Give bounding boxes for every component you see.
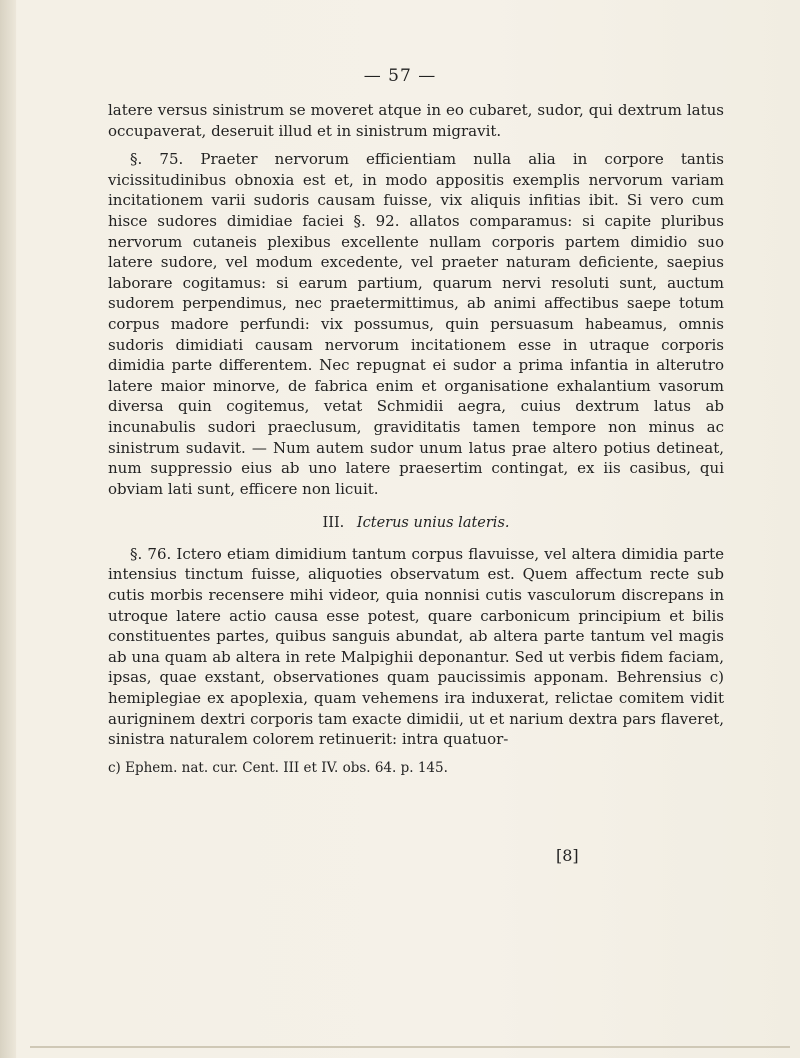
paragraph-continuation: latere versus sinistrum se moveret atque in eo cubaret, sudor, qui dextrum latus occupaverat, deseruit illud et in sinistrum migravit. — [108, 101, 724, 140]
page-spine-shadow — [0, 0, 16, 1058]
paragraph-section-76: §. 76. Ictero etiam dimidium tantum corpus flavuisse, vel altera dimidia parte intensius tinctum fuisse, aliquoties observatum est. Quem affectum recte sub cutis morbis recensere mihi videor, quia nonnisi cutis vasculorum discrepans in utroque latere actio causa esse potest, quare carbonicum principium et bilis constituentes partes, quibus sanguis abundat, ab altera parte tantum vel magis ab una quam ab altera in rete Malpighii deponantur. Sed ut verbis fidem faciam, ipsas, quae exstant, observationes quam paucissimis apponam. Behrensius c) hemiplegiae ex apoplexia, quam vehemens ira induxerat, relictae comitem vidit aurigninem dextri corporis tam exacte dimidii, ut et narium dextra pars flaveret, sinistra naturalem colorem retinuerit: intra quatuor- — [108, 544, 724, 749]
page-number: — 57 — — [363, 66, 437, 86]
paragraph-section-75: §. 75. Praeter nervorum efficientiam nulla alia in corpore tantis vicissitudinibus obnoxia est et, in modo appositis exemplis nervorum variam incitationem varii sudoris causam fuisse, vix aliquis infitias ibit. Si vero cum hisce sudores dimidiae faciei §. 92. allatos comparamus: si capite pluribus nervorum cutaneis plexibus excellente nullam corporis partem dimidio suo latere sudore, vel modum excedente, vel praeter naturam deficiente, saepius laborare cogitamus: si earum partium, quarum nervi resoluti sunt, auctum sudorem perpendimus, nec praetermittimus, ab animi affectibus saepe totum corpus madore perfundi: vix possumus, quin persuasum habeamus, omnis sudoris dimidiati causam nervorum incitationem esse in utraque corporis dimidia parte differentem. Nec repugnat ei sudor a prima infantia in alterutro latere maior minorve, de fabrica enim et organisatione exhalantium vasorum diversa quin cogitemus, vetat Schmidii aegra, cuius dextrum latus ab incunabulis sudori praeclusum, graviditatis tamen tempore non minus ac sinistrum sudavit. — Num autem sudor unum latus prae altero potius detineat, num suppressio eius ab uno latere praesertim contingat, ex iis casibus, qui obviam lati sunt, efficere non licuit. — [108, 150, 724, 498]
body-text — [108, 100, 724, 778]
section-heading-number: III. — [322, 515, 345, 532]
section-heading-title: Icterus unius lateris. — [356, 515, 510, 532]
footnote: c) Ephem. nat. cur. Cent. III et IV. obs. 64. p. 145. — [108, 759, 448, 776]
page-bottom-edge — [30, 1046, 790, 1048]
section-heading — [108, 513, 724, 534]
signature-mark: [8] — [556, 846, 579, 865]
